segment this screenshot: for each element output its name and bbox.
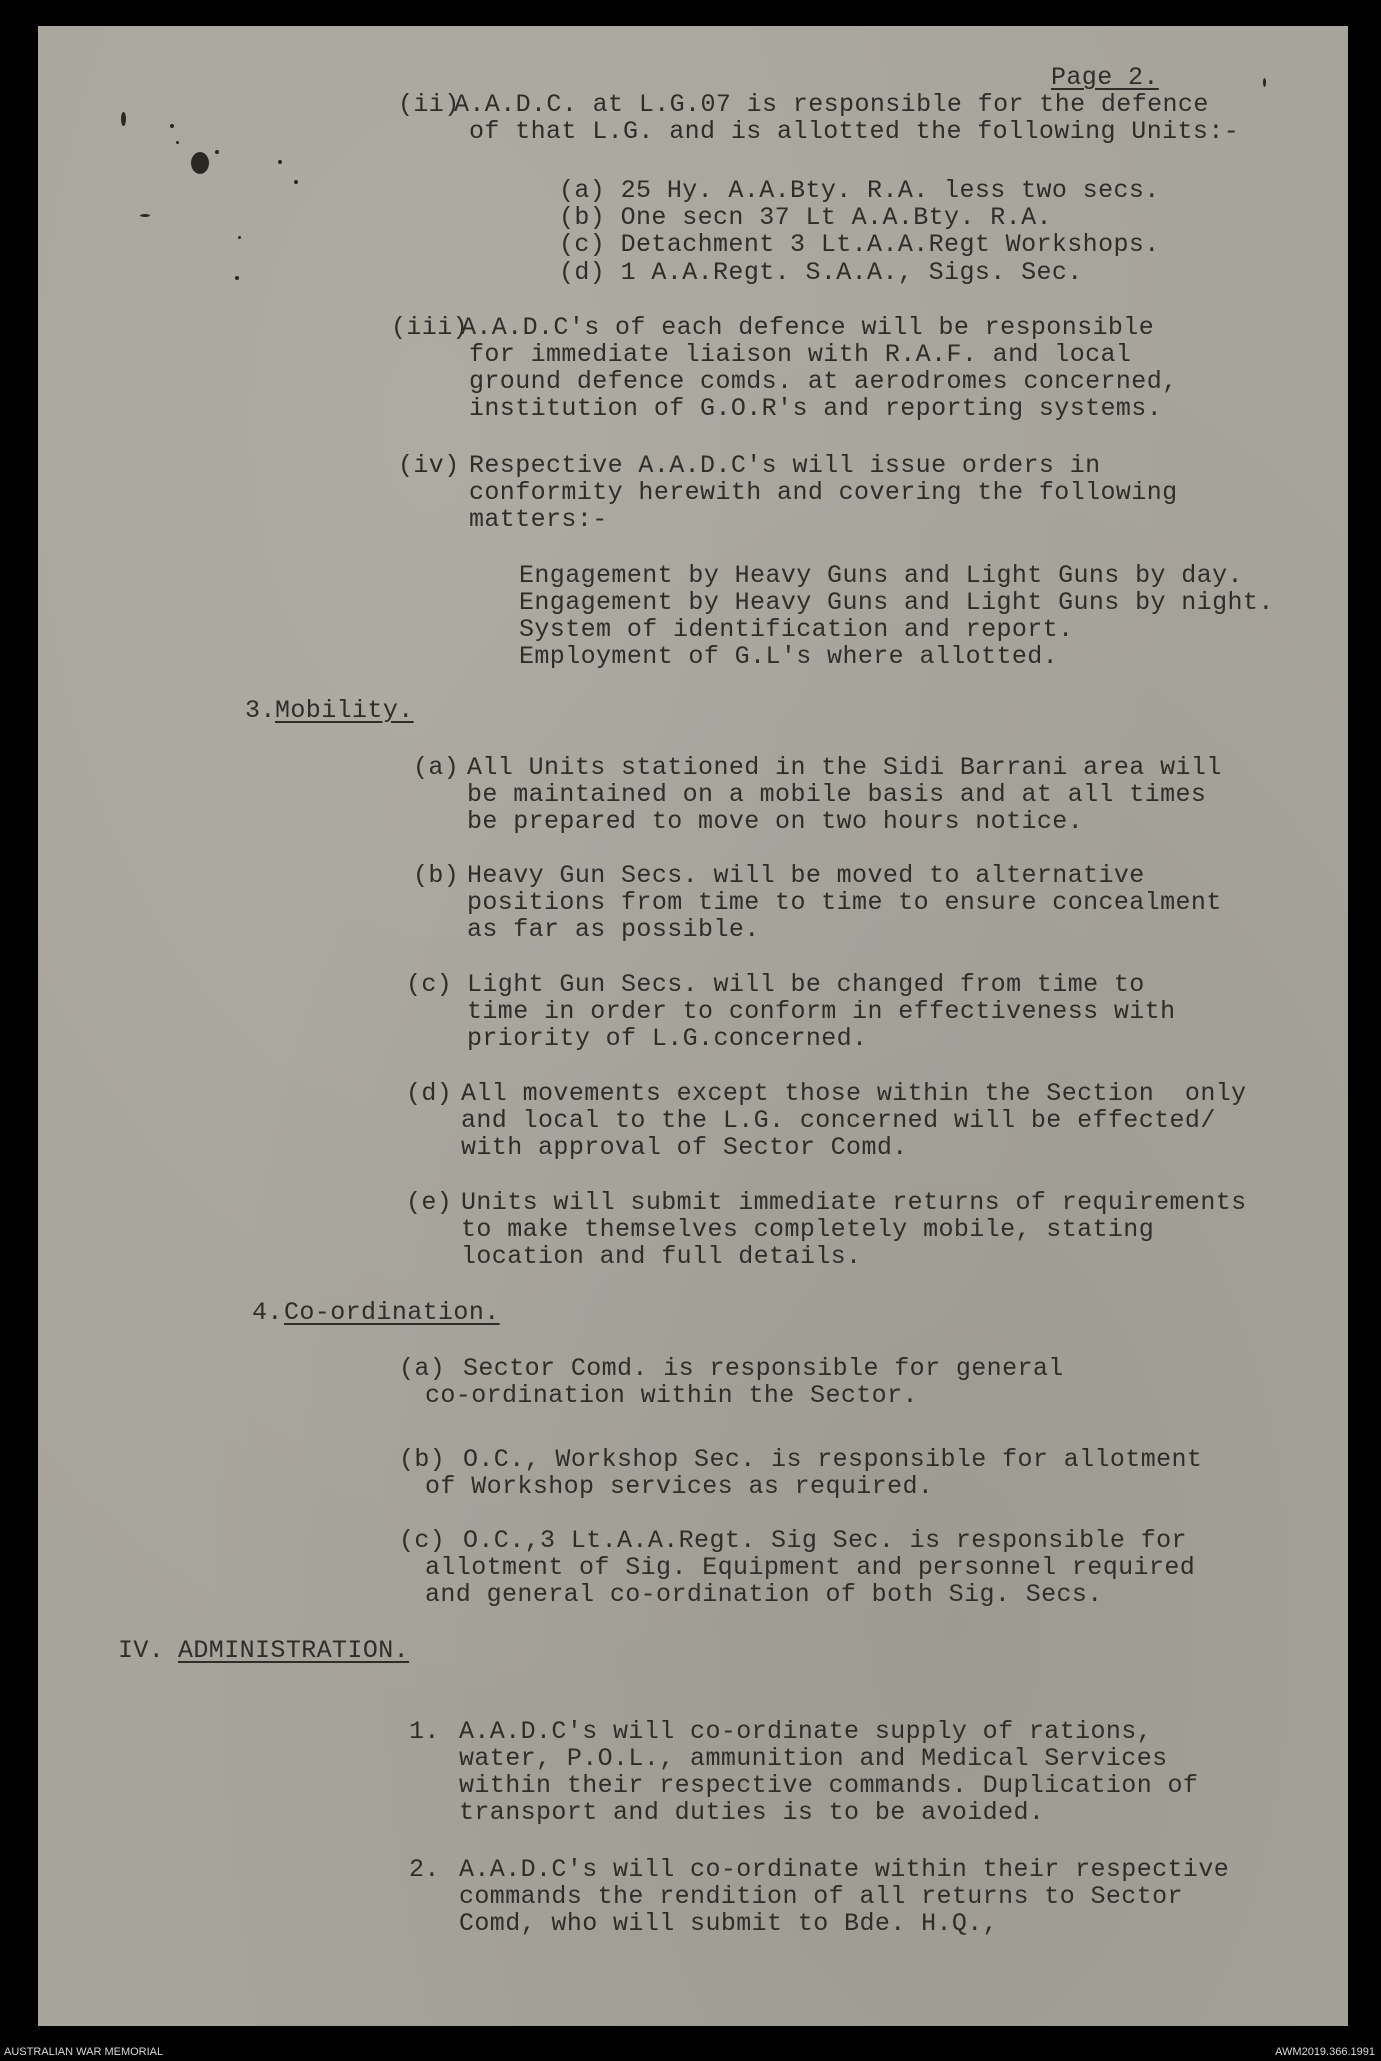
punch-hole-mark: [191, 152, 209, 174]
mobility-item-line: to make themselves completely mobile, stating: [461, 1215, 1155, 1244]
mobility-item-line: be prepared to move on two hours notice.: [467, 807, 1084, 836]
coordination-item-label: (c): [399, 1526, 446, 1555]
ink-speck: [294, 180, 298, 184]
mobility-item-line: with approval of Sector Comd.: [461, 1133, 908, 1162]
section-iii-line: A.A.D.C's of each defence will be responsible: [461, 313, 1155, 342]
mobility-item-line: All Units stationed in the Sidi Barrani area will: [467, 753, 1222, 782]
administration-item-line: transport and duties is to be avoided.: [459, 1798, 1045, 1827]
matter-item: Engagement by Heavy Guns and Light Guns by night.: [519, 588, 1274, 617]
mobility-item-label: (e): [406, 1188, 453, 1217]
unit-item: (d) 1 A.A.Regt. S.A.A., Sigs. Sec.: [559, 258, 1083, 287]
section-iii-line: institution of G.O.R's and reporting systems.: [469, 394, 1163, 423]
coordination-item-line: allotment of Sig. Equipment and personnel required: [425, 1553, 1196, 1582]
coordination-item-line: co-ordination within the Sector.: [425, 1381, 918, 1410]
ink-speck: [1263, 78, 1266, 87]
mobility-item-line: as far as possible.: [467, 915, 760, 944]
section-iii-line: for immediate liaison with R.A.F. and local: [469, 340, 1132, 369]
ink-speck: [278, 160, 282, 164]
administration-item-line: water, P.O.L., ammunition and Medical Services: [459, 1744, 1168, 1773]
coordination-item-line: and general co-ordination of both Sig. Secs.: [425, 1580, 1103, 1609]
section-iii-line: ground defence comds. at aerodromes concerned,: [469, 367, 1178, 396]
section-ii-line: A.A.D.C. at L.G.07 is responsible for the defence: [454, 90, 1209, 119]
mobility-item-label: (c): [406, 970, 453, 999]
coordination-item-label: (b): [399, 1445, 446, 1474]
ink-speck: [140, 214, 150, 217]
coordination-heading: Co-ordination.: [284, 1298, 500, 1327]
coordination-item-line: of Workshop services as required.: [425, 1472, 934, 1501]
ink-speck: [215, 150, 219, 154]
mobility-item-label: (b): [413, 861, 460, 890]
mobility-item-line: positions from time to time to ensure concealment: [467, 888, 1222, 917]
matter-item: Employment of G.L's where allotted.: [519, 642, 1059, 671]
mobility-item-line: priority of L.G.concerned.: [467, 1024, 868, 1053]
ink-speck: [121, 112, 126, 126]
mobility-item-label: (a): [413, 753, 460, 782]
unit-item: (a) 25 Hy. A.A.Bty. R.A. less two secs.: [559, 176, 1160, 205]
administration-heading: ADMINISTRATION.: [178, 1636, 410, 1665]
mobility-number: 3.: [245, 696, 276, 725]
matter-item: System of identification and report.: [519, 615, 1074, 644]
section-iv-line: matters:-: [469, 505, 608, 534]
mobility-heading: Mobility.: [275, 696, 414, 725]
section-iv-line: conformity herewith and covering the following: [469, 478, 1178, 507]
coordination-number: 4.: [252, 1298, 283, 1327]
ink-speck: [235, 276, 239, 280]
administration-number: IV.: [118, 1636, 165, 1665]
ink-speck: [170, 124, 174, 128]
mobility-item-line: and local to the L.G. concerned will be effected/: [461, 1106, 1216, 1135]
coordination-item-label: (a): [399, 1354, 446, 1383]
section-iii-label: (iii): [391, 313, 469, 342]
administration-item-line: A.A.D.C's will co-ordinate supply of rations,: [459, 1717, 1153, 1746]
ink-speck: [238, 236, 241, 239]
administration-item-line: Comd, who will submit to Bde. H.Q.,: [459, 1909, 999, 1938]
mobility-item-line: All movements except those within the Section only: [461, 1079, 1247, 1108]
mobility-item-line: location and full details.: [461, 1242, 862, 1271]
administration-item-line: A.A.D.C's will co-ordinate within their respective: [459, 1855, 1230, 1884]
mobility-item-label: (d): [406, 1079, 453, 1108]
unit-item: (c) Detachment 3 Lt.A.A.Regt Workshops.: [559, 230, 1160, 259]
ink-speck: [176, 141, 179, 144]
section-iv-line: Respective A.A.D.C's will issue orders in: [469, 451, 1101, 480]
mobility-item-line: Light Gun Secs. will be changed from time to: [467, 970, 1145, 999]
section-ii-line: of that L.G. and is allotted the following Units:-: [469, 117, 1240, 146]
section-ii-label: (ii): [398, 90, 460, 119]
coordination-item-line: O.C., Workshop Sec. is responsible for allotment: [463, 1445, 1203, 1474]
footer-accession-number: AWM2019.366.1991: [1275, 2046, 1375, 2058]
administration-item-label: 2.: [409, 1855, 440, 1884]
footer-credit: AUSTRALIAN WAR MEMORIAL: [4, 2046, 164, 2058]
administration-item-line: within their respective commands. Duplication of: [459, 1771, 1199, 1800]
coordination-item-line: Sector Comd. is responsible for general: [463, 1354, 1064, 1383]
section-iv-label: (iv): [398, 451, 460, 480]
coordination-item-line: O.C.,3 Lt.A.A.Regt. Sig Sec. is responsible for: [463, 1526, 1187, 1555]
mobility-item-line: Heavy Gun Secs. will be moved to alternative: [467, 861, 1145, 890]
matter-item: Engagement by Heavy Guns and Light Guns by day.: [519, 561, 1243, 590]
administration-item-label: 1.: [409, 1717, 440, 1746]
mobility-item-line: time in order to conform in effectiveness with: [467, 997, 1176, 1026]
mobility-item-line: Units will submit immediate returns of requirements: [461, 1188, 1247, 1217]
mobility-item-line: be maintained on a mobile basis and at all times: [467, 780, 1207, 809]
page-number: Page 2.: [1051, 63, 1159, 92]
administration-item-line: commands the rendition of all returns to Sector: [459, 1882, 1183, 1911]
unit-item: (b) One secn 37 Lt A.A.Bty. R.A.: [559, 203, 1052, 232]
